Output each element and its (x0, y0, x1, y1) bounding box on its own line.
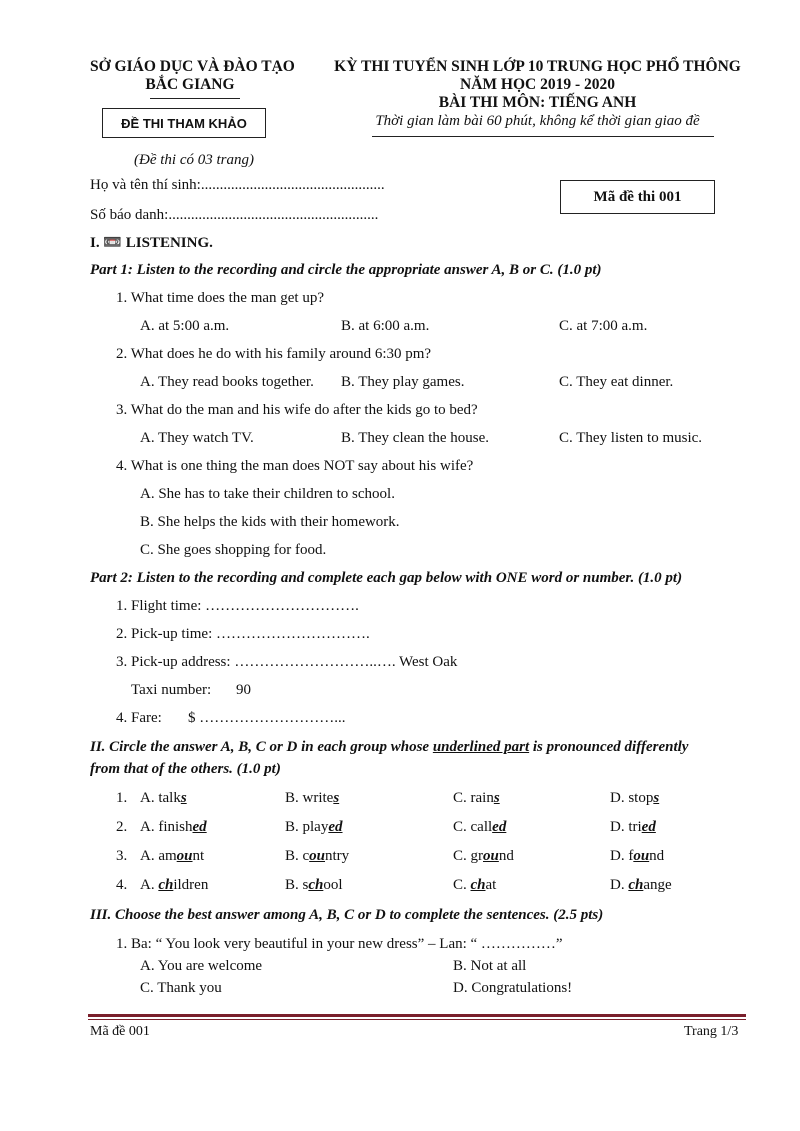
s3-option-1c: C. Thank you (140, 980, 222, 996)
exam-code-label: Mã đề thi 001 (593, 189, 682, 205)
pron-4c: C. chat (453, 877, 497, 893)
candidate-id-line: Số báo danh:........................................................ (90, 207, 379, 223)
exam-code-box (560, 180, 715, 214)
option-1a: A. at 5:00 a.m. (140, 318, 230, 334)
time-note: Thời gian làm bài 60 phút, không kể thời gian giao đề (375, 113, 700, 129)
province-name: BẮC GIANG (145, 76, 235, 93)
option-3c: C. They listen to music. (559, 430, 703, 446)
option-2c: C. They eat dinner. (559, 374, 674, 390)
pron-1c: C. rains (453, 790, 500, 806)
subject-title: BÀI THI MÔN: TIẾNG ANH (438, 94, 637, 111)
school-year: NĂM HỌC 2019 - 2020 (460, 76, 615, 93)
option-4c: C. She goes shopping for food. (140, 542, 327, 558)
pron-3d: D. found (610, 848, 665, 864)
question-2: 2. What does he do with his family around 6:30 pm? (116, 346, 432, 362)
header-right-rule (372, 136, 714, 137)
pron-2d: D. tried (610, 819, 656, 835)
exam-title: KỲ THI TUYỂN SINH LỚP 10 TRUNG HỌC PHỔ THÔNG (334, 58, 741, 75)
s3-option-1b: B. Not at all (453, 958, 527, 974)
pron-4b: B. school (285, 877, 343, 893)
sample-exam-box (102, 108, 266, 138)
question-3: 3. What do the man and his wife do after the kids go to bed? (116, 402, 478, 418)
part1-instruction: Part 1: Listen to the recording and circle the appropriate answer A, B or C. (1.0 pt) (90, 262, 602, 278)
pronunciation-title-underlined: underlined part (432, 739, 530, 755)
section-listening-title: I. 📼 LISTENING. (90, 235, 213, 251)
pron-3a: A. amount (140, 848, 205, 864)
option-4a: A. She has to take their children to school. (140, 486, 395, 502)
pron-1a: A. talks (140, 790, 187, 806)
candidate-name-line: Họ và tên thí sinh:................................................. (90, 177, 385, 193)
header-left-rule (150, 98, 240, 99)
option-2b: B. They play games. (341, 374, 465, 390)
pron-3c: C. ground (453, 848, 514, 864)
footer-rule-thick (88, 1014, 746, 1017)
part2-instruction: Part 2: Listen to the recording and complete each gap below with ONE word or number. (1.0 pt) (90, 570, 683, 586)
option-4b: B. She helps the kids with their homework. (140, 514, 400, 530)
taxi-number-value: 90 (236, 682, 251, 698)
pron-num-4: 4. (116, 877, 128, 893)
pron-4d: D. change (610, 877, 672, 893)
option-1c: C. at 7:00 a.m. (559, 318, 648, 334)
option-1b: B. at 6:00 a.m. (341, 318, 430, 334)
option-3a: A. They watch TV. (140, 430, 254, 446)
pron-2a: A. finished (140, 819, 207, 835)
question-4: 4. What is one thing the man does NOT say about his wife? (116, 458, 474, 474)
pron-num-2: 2. (116, 819, 128, 835)
pron-num-1: 1. (116, 790, 128, 806)
gap-pickup-address: 3. Pick-up address: ………………………..…. West Oak (116, 654, 458, 670)
pron-2c: C. called (453, 819, 507, 835)
gap-fare-value: $ ………………………... (188, 710, 346, 726)
pron-num-3: 3. (116, 848, 128, 864)
option-2a: A. They read books together. (140, 374, 314, 390)
footer-exam-code: Mã đề 001 (90, 1024, 150, 1039)
s3-option-1a: A. You are welcome (140, 958, 263, 974)
gap-flight-time: 1. Flight time: …………………………. (116, 598, 359, 614)
pron-1b: B. writes (285, 790, 340, 806)
pages-note: (Đề thi có 03 trang) (134, 152, 254, 168)
section-pronunciation-title-line2: from that of the others. (1.0 pt) (90, 761, 281, 777)
sample-exam-label: ĐỀ THI THAM KHẢO (121, 116, 247, 131)
footer-rule-thin (88, 1019, 746, 1020)
department-name: SỞ GIÁO DỤC VÀ ĐÀO TẠO (90, 58, 295, 75)
question-1: 1. What time does the man get up? (116, 290, 325, 306)
taxi-number-label: Taxi number: (131, 682, 212, 698)
section-pronunciation-title (90, 739, 688, 756)
pron-1d: D. stops (610, 790, 660, 806)
s3-option-1d: D. Congratulations! (453, 980, 573, 996)
pronunciation-title-start: II. Circle the answer A, B, C or D in each group whose (90, 739, 433, 755)
pron-4a: A. children (140, 877, 209, 893)
section-choose-title: III. Choose the best answer among A, B, C or D to complete the sentences. (2.5 pts) (90, 907, 604, 923)
pron-2b: B. played (285, 819, 343, 835)
pron-3b: B. country (285, 848, 350, 864)
gap-pickup-time: 2. Pick-up time: …………………………. (116, 626, 370, 642)
gap-fare-label: 4. Fare: (116, 710, 162, 726)
option-3b: B. They clean the house. (341, 430, 490, 446)
pronunciation-title-end: is pronounced differently (529, 739, 689, 755)
s3-question-1: 1. Ba: “ You look very beautiful in your new dress” – Lan: “ ……………” (116, 936, 563, 952)
footer-page-number: Trang 1/3 (684, 1024, 739, 1039)
